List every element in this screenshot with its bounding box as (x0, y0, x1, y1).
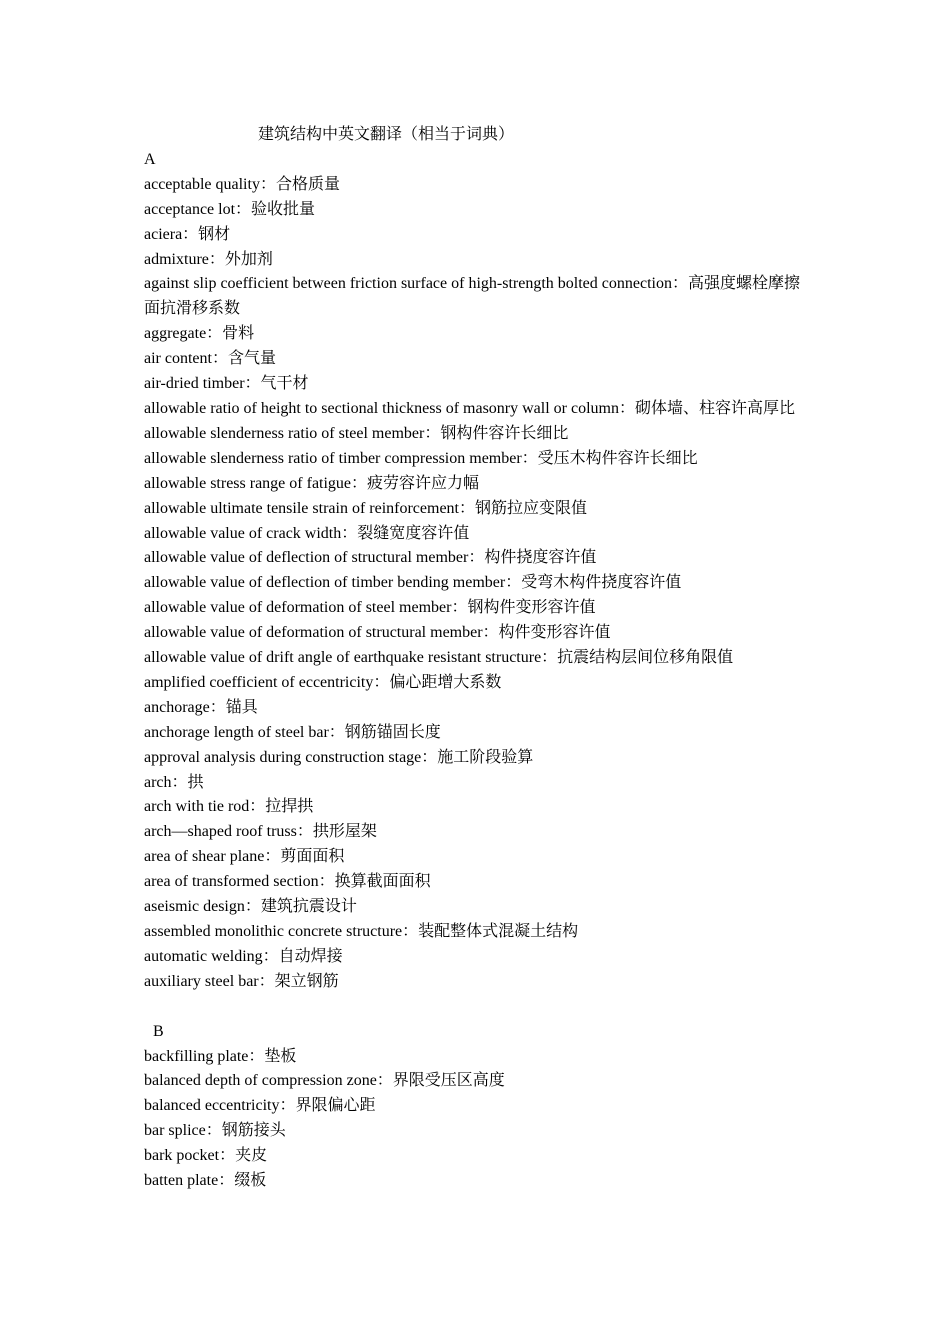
glossary-entry: allowable value of deformation of steel member：钢构件变形容许值 (144, 599, 596, 617)
glossary-entry: amplified coefficient of eccentricity：偏心距增大系数 (144, 673, 502, 691)
glossary-entry: area of shear plane：剪面面积 (144, 848, 345, 866)
glossary-entry: allowable value of deflection of timber bending member：受弯木构件挠度容许值 (144, 574, 682, 592)
glossary-entry: balanced eccentricity：界限偏心距 (144, 1097, 376, 1115)
glossary-entry: anchorage length of steel bar：钢筋锚固长度 (144, 723, 441, 741)
section-heading-a: A (144, 150, 156, 168)
glossary-entry: acceptance lot：验收批量 (144, 200, 316, 218)
glossary-entry: auxiliary steel bar：架立钢筋 (144, 972, 339, 990)
glossary-entry: approval analysis during construction stage：施工阶段验算 (144, 748, 534, 766)
glossary-entry: aciera：钢材 (144, 225, 231, 243)
glossary-entry: allowable stress range of fatigue：疲劳容许应力幅 (144, 474, 480, 492)
glossary-entry: assembled monolithic concrete structure：装配整体式混凝土结构 (144, 923, 579, 940)
glossary-entry: arch：拱 (144, 773, 204, 791)
glossary-entry: allowable value of crack width：裂缝宽度容许值 (144, 524, 470, 542)
glossary-entry: arch with tie rod：拉捍拱 (144, 798, 314, 816)
glossary-entry: batten plate：缀板 (144, 1172, 267, 1190)
glossary-entry: allowable slenderness ratio of steel member：钢构件容许长细比 (144, 424, 569, 442)
entry-list-a (144, 173, 812, 995)
document-body (144, 123, 812, 1194)
glossary-entry: admixture：外加剂 (144, 250, 273, 268)
entry-list-b (144, 1045, 812, 1194)
glossary-entry: bar splice：钢筋接头 (144, 1122, 286, 1140)
glossary-entry: allowable slenderness ratio of timber compression member：受压木构件容许长细比 (144, 449, 698, 467)
glossary-entry: against slip coefficient between friction surface of high-strength bolted connection：高强度螺栓摩擦面抗滑移系数 (144, 275, 800, 318)
glossary-entry: backfilling plate：垫板 (144, 1047, 297, 1065)
glossary-entry: allowable value of deformation of structural member：构件变形容许值 (144, 624, 611, 642)
section-spacer (144, 995, 812, 1020)
glossary-entry: bark pocket：夹皮 (144, 1147, 268, 1165)
glossary-entry: allowable value of deflection of structural member：构件挠度容许值 (144, 549, 597, 567)
glossary-entry: area of transformed section：换算截面面积 (144, 873, 431, 891)
glossary-entry: allowable ultimate tensile strain of reinforcement：钢筋拉应变限值 (144, 499, 587, 517)
glossary-entry: allowable value of drift angle of earthquake resistant structure：抗震结构层间位移角限值 (144, 649, 734, 667)
glossary-entry: allowable ratio of height to sectional thickness of masonry wall or column：砌体墙、柱容许高厚比 (144, 399, 795, 417)
glossary-entry: anchorage：锚具 (144, 698, 258, 716)
glossary-entry: air content：含气量 (144, 350, 276, 368)
glossary-entry: air-dried timber：气干材 (144, 375, 309, 393)
glossary-entry: arch—shaped roof truss：拱形屋架 (144, 823, 377, 841)
glossary-entry: balanced depth of compression zone：界限受压区高度 (144, 1072, 505, 1090)
glossary-entry: automatic welding：自动焊接 (144, 947, 343, 965)
section-heading-b: B (153, 1022, 164, 1040)
glossary-entry: aseismic design：建筑抗震设计 (144, 898, 357, 916)
glossary-entry: aggregate：骨料 (144, 325, 255, 343)
document-title: 建筑结构中英文翻译（相当于词典） (258, 126, 515, 143)
glossary-entry: acceptable quality：合格质量 (144, 175, 340, 193)
